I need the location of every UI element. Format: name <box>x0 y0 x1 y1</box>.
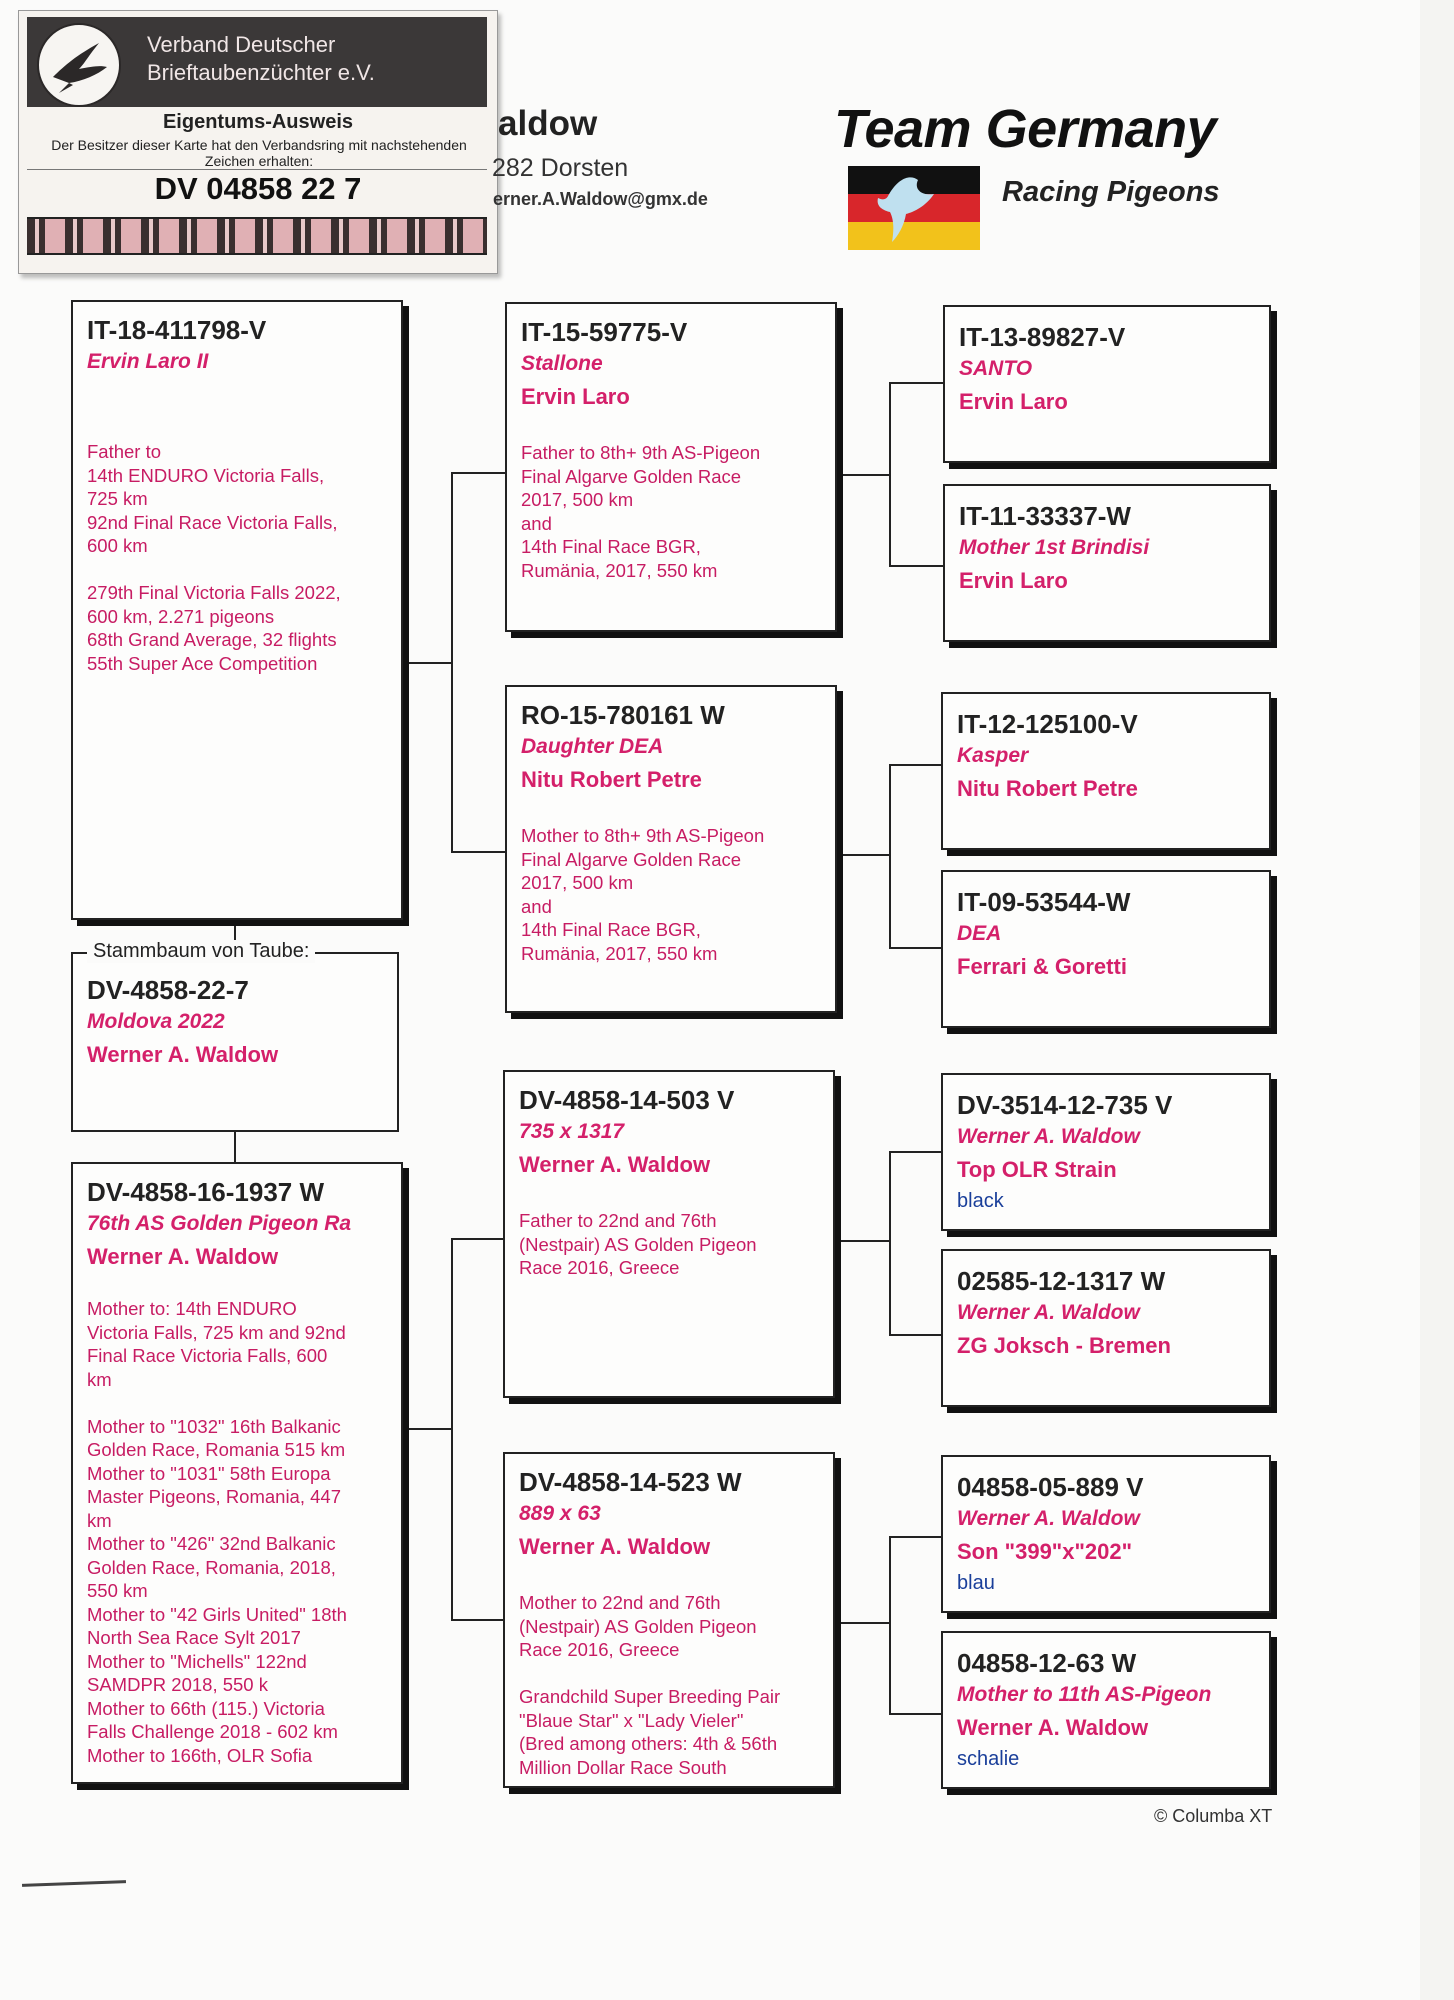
connector-line <box>889 1536 891 1714</box>
connector-line <box>889 382 943 384</box>
card-header <box>27 17 487 107</box>
pigeon-name: Moldova 2022 <box>87 1010 225 1033</box>
connector-line <box>837 474 889 476</box>
great-grandparent-box <box>941 1631 1271 1789</box>
connector-line <box>889 1151 943 1153</box>
owner-name: Werner A. Waldow <box>519 1534 711 1559</box>
pen-mark <box>22 1880 126 1887</box>
connector-line <box>889 764 891 948</box>
connector-line <box>451 851 505 853</box>
connector-line <box>451 472 453 852</box>
maternal-grandmother-box <box>503 1452 835 1788</box>
pigeon-name: DEA <box>957 922 1002 945</box>
card-organization <box>147 31 375 87</box>
mother-box <box>71 1162 403 1784</box>
pigeon-name: 735 x 1317 <box>519 1120 625 1143</box>
pigeon-name: Werner A. Waldow <box>957 1125 1140 1148</box>
performance-notes: Father to 14th ENDURO Victoria Falls, 725 km 92nd Final Race Victoria Falls, 600 km 279th Final Victoria Falls 2022, 600 km, 2.271 pigeons 68th Grand Average, 32 flights 55th Super Ace Competition <box>87 441 341 674</box>
performance-notes: Mother to 22nd and 76th (Nestpair) AS Golden Pigeon Race 2016, Greece Grandchild Super Breeding Pair "Blaue Star" x "Lady Vieler" (Bred among others: 4th & 56th Million Dollar Race South <box>519 1592 781 1778</box>
german-flag-dove-icon <box>848 166 980 250</box>
connector-line <box>451 1238 453 1620</box>
card-subtitle: Der Besitzer dieser Karte hat den Verbandsring mit nachstehenden Zeichen erhalten: <box>51 137 467 169</box>
copyright-footer: © Columba XT <box>1154 1806 1273 1826</box>
feather-color: black <box>957 1190 1004 1212</box>
paternal-grandfather-box <box>505 302 837 632</box>
connector-line <box>889 1334 943 1336</box>
ring-number: 02585-12-1317 W <box>957 1266 1166 1296</box>
pigeon-name: SANTO <box>959 357 1033 380</box>
pigeon-name: 76th AS Golden Pigeon Ra <box>87 1212 352 1235</box>
subject-box <box>71 940 399 1132</box>
connector-line <box>889 565 943 567</box>
owner-name: Son "399"x"202" <box>957 1539 1133 1564</box>
pigeon-name: 889 x 63 <box>519 1502 601 1525</box>
connector-line <box>451 1619 503 1621</box>
connector-line <box>835 1240 889 1242</box>
paternal-grandmother-box <box>505 685 837 1013</box>
breeder-city: 282 Dorsten <box>492 154 629 182</box>
great-grandparent-box <box>941 692 1271 850</box>
card-org-line1: Verband Deutscher <box>147 32 336 57</box>
owner-name: ZG Joksch - Bremen <box>957 1333 1171 1358</box>
owner-name: Ervin Laro <box>959 568 1068 593</box>
great-grandparent-box <box>941 1249 1271 1407</box>
pigeon-name: Mother to 11th AS-Pigeon <box>957 1683 1212 1706</box>
performance-notes: Mother to: 14th ENDURO Victoria Falls, 725 km and 92nd Final Race Victoria Falls, 600 km Mother to "1032" 16th Balkanic Golden Race, Romania 515 km Mother to "1031" 58th Europa Master Pigeons, Romania, 447 km Mother to "426" 32nd Balkanic Golden Race, Romania, 2018, 550 km Mother to "42 Girls United" 18th North Sea Race Sylt 2017 Mother to "Michells" 122nd SAMDPR 2018, 550 k Mother to 66th (115.) Victoria Falls Challenge 2018 - 602 km Mother to 166th, OLR Sofia <box>87 1298 347 1766</box>
performance-notes: Mother to 8th+ 9th AS-Pigeon Final Algarve Golden Race 2017, 500 km and 14th Final Race BGR, Rumänia, 2017, 550 km <box>521 825 765 964</box>
pigeon-name: Mother 1st Brindisi <box>959 536 1150 559</box>
connector-line <box>889 382 891 566</box>
connector-line <box>403 1428 451 1430</box>
pigeon-name: Stallone <box>521 352 603 375</box>
connector-line <box>451 472 505 474</box>
breeder-name-fragment: aldow <box>498 104 598 143</box>
pigeon-name: Werner A. Waldow <box>957 1301 1140 1324</box>
owner-name: Ferrari & Goretti <box>957 954 1127 979</box>
ring-number: IT-11-33337-W <box>959 501 1131 531</box>
connector-line <box>403 662 451 664</box>
connector-line <box>889 1713 943 1715</box>
feather-color: schalie <box>957 1748 1020 1770</box>
owner-name: Werner A. Waldow <box>957 1715 1149 1740</box>
ring-number: IT-15-59775-V <box>521 317 688 347</box>
connector-line <box>889 947 943 949</box>
owner-name: Werner A. Waldow <box>87 1042 279 1067</box>
great-grandparent-box <box>941 1073 1271 1231</box>
owner-name: Ervin Laro <box>959 389 1068 414</box>
card-org-line2: Brieftaubenzüchter e.V. <box>147 60 375 85</box>
subject-label: Stammbaum von Taube: <box>87 940 315 963</box>
team-title: Team Germany <box>834 99 1217 159</box>
connector-line <box>835 1622 889 1624</box>
performance-notes: Father to 22nd and 76th (Nestpair) AS Golden Pigeon Race 2016, Greece <box>519 1210 757 1278</box>
great-grandparent-box <box>943 484 1271 642</box>
breeder-email: erner.A.Waldow@gmx.de <box>493 189 708 209</box>
ring-number: IT-12-125100-V <box>957 709 1138 739</box>
pigeon-name: Ervin Laro II <box>87 350 209 373</box>
card-ornament-band <box>27 217 487 255</box>
ring-number: DV-4858-14-523 W <box>519 1467 742 1497</box>
performance-notes: Father to 8th+ 9th AS-Pigeon Final Algarve Golden Race 2017, 500 km and 14th Final Race BGR, Rumänia, 2017, 550 km <box>521 442 761 581</box>
connector-line <box>451 1238 503 1240</box>
ring-number: IT-18-411798-V <box>87 315 267 345</box>
ring-number: IT-09-53544-W <box>957 887 1131 917</box>
card-title: Eigentums-Ausweis <box>162 111 354 133</box>
pigeon-name: Werner A. Waldow <box>957 1507 1140 1530</box>
team-subtitle: Racing Pigeons <box>1002 176 1220 208</box>
pigeon-name: Kasper <box>957 744 1029 767</box>
connector-line <box>889 1151 891 1335</box>
connector-line <box>889 764 943 766</box>
owner-name: Nitu Robert Petre <box>521 767 702 792</box>
card-ring-number: DV 04858 22 7 <box>154 171 362 206</box>
owner-name: Nitu Robert Petre <box>957 776 1138 801</box>
ring-number: 04858-05-889 V <box>957 1472 1144 1502</box>
ring-number: DV-3514-12-735 V <box>957 1090 1173 1120</box>
owner-name: Ervin Laro <box>521 384 630 409</box>
ring-number: 04858-12-63 W <box>957 1648 1137 1678</box>
connector-line <box>889 1536 943 1538</box>
connector-line <box>837 854 889 856</box>
connector-line <box>234 1132 236 1162</box>
great-grandparent-box <box>943 305 1271 463</box>
ring-number: IT-13-89827-V <box>959 322 1126 352</box>
owner-name: Werner A. Waldow <box>519 1152 711 1177</box>
dove-logo-icon <box>37 23 121 107</box>
maternal-grandfather-box <box>503 1070 835 1398</box>
card-divider <box>27 169 487 170</box>
ring-number: DV-4858-16-1937 W <box>87 1177 325 1207</box>
owner-name: Top OLR Strain <box>957 1157 1117 1182</box>
father-box <box>71 300 403 920</box>
great-grandparent-box <box>941 870 1271 1028</box>
owner-name: Werner A. Waldow <box>87 1244 279 1269</box>
ring-number: DV-4858-14-503 V <box>519 1085 735 1115</box>
feather-color: blau <box>957 1572 995 1594</box>
ring-number: DV-4858-22-7 <box>87 975 249 1005</box>
ring-number: RO-15-780161 W <box>521 700 725 730</box>
pigeon-name: Daughter DEA <box>521 735 664 758</box>
great-grandparent-box <box>941 1455 1271 1613</box>
membership-card <box>18 10 498 274</box>
